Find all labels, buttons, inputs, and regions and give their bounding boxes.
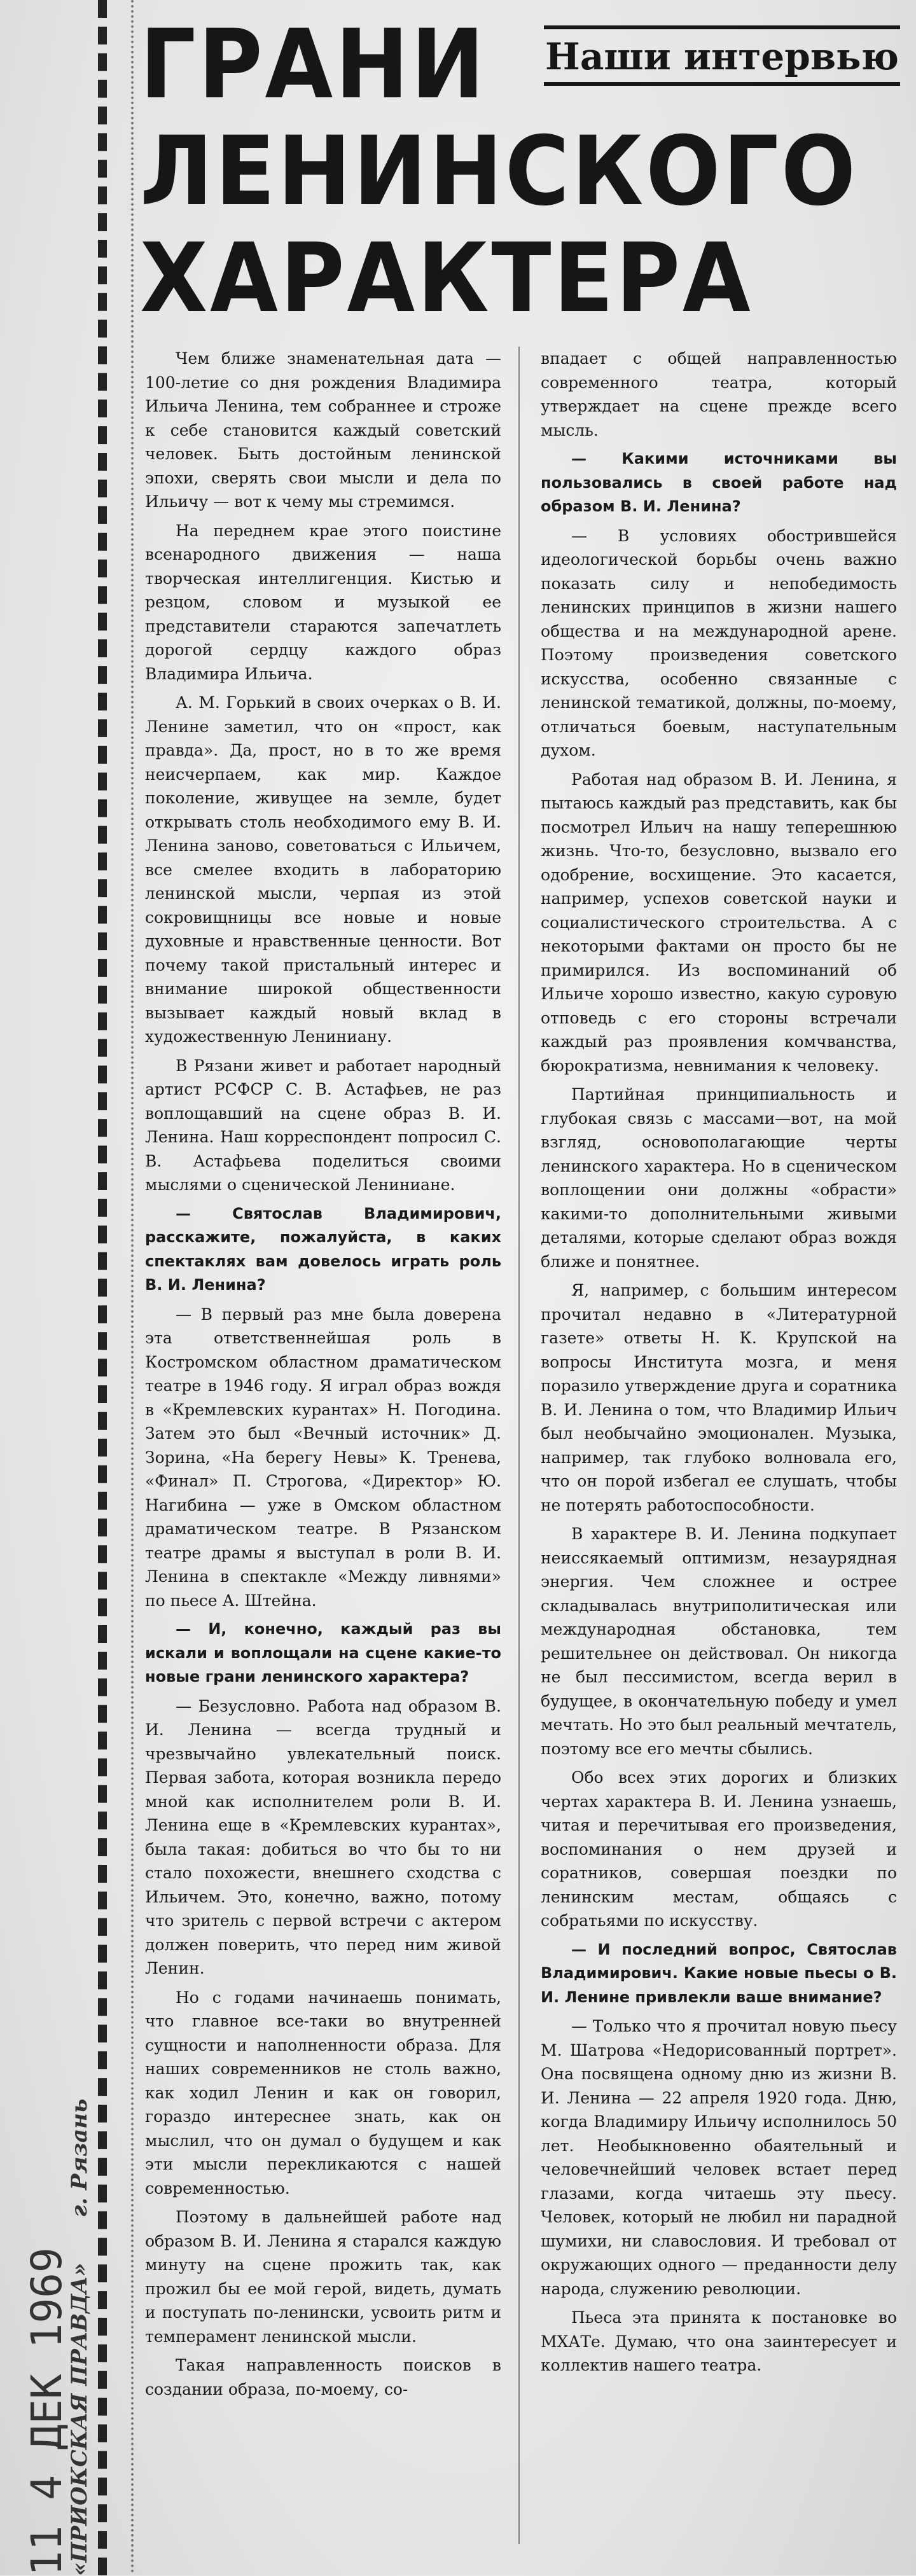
paragraph: Чем ближе знаменательная дата — 100-летие со дня рождения Владимира Ильича Ленина, тем собраннее и строже к себе становится каждый советский человек. Быть достойным ленинской эпохи, сверять свои мысли и дела по Ильичу — вот к чему мы стремимся. <box>145 349 501 511</box>
paragraph: Но с годами начинаешь понимать, что главное все-таки во внутренней сущности и наполненности образа. Для наших современников не столь важно, как ходил Ленин и как он говорил, гораздо интереснее знать, как он мыслил, что он думал о будущем и как эти мысли перекликаются с нашей современностью. <box>145 1988 501 2198</box>
paragraph: Обо всех этих дорогих и близких чертах характера В. И. Ленина узнаешь, читая и перечитывая его произведения, воспоминания о нем друзей и соратников, совершая поездки по ленинским местам, общаясь с собратьями по искусству. <box>541 1768 897 1930</box>
clipping-stamp <box>16 1794 99 2576</box>
headline-line-3: ХАРАКТЕРА <box>140 223 753 334</box>
column-divider <box>518 347 520 2544</box>
fold-line <box>131 0 134 2575</box>
paragraph: — Безусловно. Работа над образом В. И. Ленина — всегда трудный и чрезвычайно увлекательный поиск. Первая забота, которая возникла передо мной как исполнителем роли В. И. Ленина еще в «Кремлевских курантах», была такая: добиться во что бы то ни стало похожести, внешнего сходства с Ильичем. Это, конечно, важно, потому что зритель с первой встречи с актером должен поверить, что перед ним живой Ленин. <box>145 1696 501 1977</box>
paragraph: В характере В. И. Ленина подкупает неиссякаемый оптимизм, незаурядная энергия. Чем сложнее и острее складывалась внутриполитическая или международная обстановка, тем решительнее он действовал. Он никогда не был пессимистом, всегда верил в будущее, в окончательную победу и умел мечтать. Но это был реальный мечтатель, поэтому все его мечты сбылись. <box>541 1525 897 1758</box>
interview-question: — Святослав Владимирович, расскажите, пожалуйста, в каких спектаклях вам довелось играть роль В. И. Ленина? <box>145 1204 501 1294</box>
paragraph: — В первый раз мне была доверена эта ответственнейшая роль в Костромском областном драматическом театре в 1946 году. Я играл образ вождя в «Кремлевских курантах» Н. Погодина. Затем это был «Вечный источник» Д. Зорина, «На берегу Невы» К. Тренева, «Финал» П. Строгова, «Директор» Ю. Нагибина — уже в Омском областном драматическом театре. В Рязанском театре драмы я выступал в роли В. И. Ленина в спектакле «Между ливнями» по пьесе А. Штейна. <box>145 1305 501 1610</box>
interview-question: — И последний вопрос, Святослав Владимирович. Какие новые пьесы о В. И. Ленине привлекли ваше внимание? <box>541 1940 897 2006</box>
torn-edge <box>98 0 107 2575</box>
paragraph: Пьеса эта принята к постановке во МХАТе. Думаю, что она заинтересует и коллектив нашего театра. <box>541 2308 897 2374</box>
paragraph: На переднем крае этого поистине всенародного движения — наша творческая интеллигенция. Кистью и резцом, словом и музыкой ее представители стараются запечатлеть дорогой сердцу каждого образ Владимира Ильича. <box>145 521 501 683</box>
paragraph: Такая направленность поисков в создании образа, по-моему, со- <box>145 2356 501 2399</box>
paragraph: Я, например, с большим интересом прочитал недавно в «Литературной газете» ответы Н. К. Крупской на вопросы Института мозга, и меня поразило утверждение друга и соратника В. И. Ленина о том, что Владимир Ильич был необычайно эмоционален. Музыка, например, так глубоко волновала его, что он порой избегал ее слушать, чтобы не потерять работоспособности. <box>541 1281 897 1514</box>
paragraph: Работая над образом В. И. Ленина, я пытаюсь каждый раз представить, как бы посмотрел Ильич на нашу теперешнюю жизнь. Что-то, безусловно, вызвало его одобрение, восхищение. Это касается, например, успехов советской науки и социалистического строительства. А с некоторыми фактами он просто бы не примирился. Из воспоминаний об Ильиче хорошо известно, какую суровую отповедь с его стороны встречали каждый раз проявления комчванства, бюрократизма, невнимания к человеку. <box>541 770 897 1075</box>
stamp-city: г. Рязань <box>67 2098 92 2217</box>
rubric-top-rule <box>544 25 900 29</box>
stamp-source <box>67 1794 92 2576</box>
headline-line-2: ЛЕНИНСКОГО <box>140 116 858 227</box>
paragraph: Партийная принципиальность и глубокая связь с массами—вот, на мой взгляд, основополагающие черты ленинского характера. Но в сценическом воплощении они должны «обрасти» какими-то дополнительными живыми деталями, которые сделают образ вождя ближе и понятнее. <box>541 1085 897 1271</box>
interview-question: — Какими источниками вы пользовались в своей работе над образом В. И. Ленина? <box>541 450 897 515</box>
paragraph: впадает с общей направленностью современного театра, который утверждает на сцене прежде всего мысль. <box>541 349 897 440</box>
interview-question: — И, конечно, каждый раз вы искали и воплощали на сцене какие-то новые грани ленинского характера? <box>145 1620 501 1686</box>
rubric-label: Наши интервью <box>544 35 900 86</box>
paragraph: Поэтому в дальнейшей работе над образом В. И. Ленина я старался каждую минуту на сцене прожить так, как прожил бы ее мой герой, видеть, думать и поступать по-ленински, усвоить ритм и темперамент ленинской мысли. <box>145 2208 501 2346</box>
stamp-newspaper: «ПРИОКСКАЯ ПРАВДА» <box>67 2262 92 2576</box>
paragraph: — В условиях обострившейся идеологической борьбы очень важно показать силу и непобедимость ленинских принципов в жизни нашего общества и на международной арене. Поэтому произведения советского искусства, особенно связанные с ленинской тематикой, должны, по-моему, отличаться боевым, наступательным духом. <box>541 526 897 759</box>
article-column-2 <box>541 347 897 2383</box>
article-column-1 <box>145 347 501 2406</box>
paragraph: — Только что я прочитал новую пьесу М. Шатрова «Недорисованный портрет». Она посвящена одному дню из жизни В. И. Ленина — 22 апреля 1920 года. Дню, когда Владимиру Ильичу исполнилось 50 лет. Необыкновенно обаятельный и человечнейший человек встает перед глазами, когда читаешь эту пьесу. Человек, который не любил ни парадной шумихи, ни славословия. И требовал от окружающих одного — преданности делу народа, служению революции. <box>541 2017 897 2298</box>
stamp-date: 11 4 ДЕК 1969 <box>22 2247 71 2576</box>
paragraph: А. М. Горький в своих очерках о В. И. Ленине заметил, что он «прост, как правда». Да, прост, но в то же время неисчерпаем, как мир. Каждое поколение, живущее на земле, будет открывать столь необходимого ему В. И. Ленина заново, советоваться с Ильичем, все смелее входить в лабораторию ленинской мысли, черпая из этой сокровищницы все новые и новые духовные и нравственные ценности. Вот почему такой пристальный интерес и внимание широкой общественности вызывает каждый новый вклад в художественную Лениниану. <box>145 693 501 1046</box>
paragraph: В Рязани живет и работает народный артист РСФСР С. В. Астафьев, не раз воплощавший на сцене образ В. И. Ленина. Наш корреспондент попросил С. В. Астафьева поделиться своими мыслями о сценической Лениниане. <box>145 1056 501 1194</box>
headline-line-1: ГРАНИ <box>140 10 487 120</box>
